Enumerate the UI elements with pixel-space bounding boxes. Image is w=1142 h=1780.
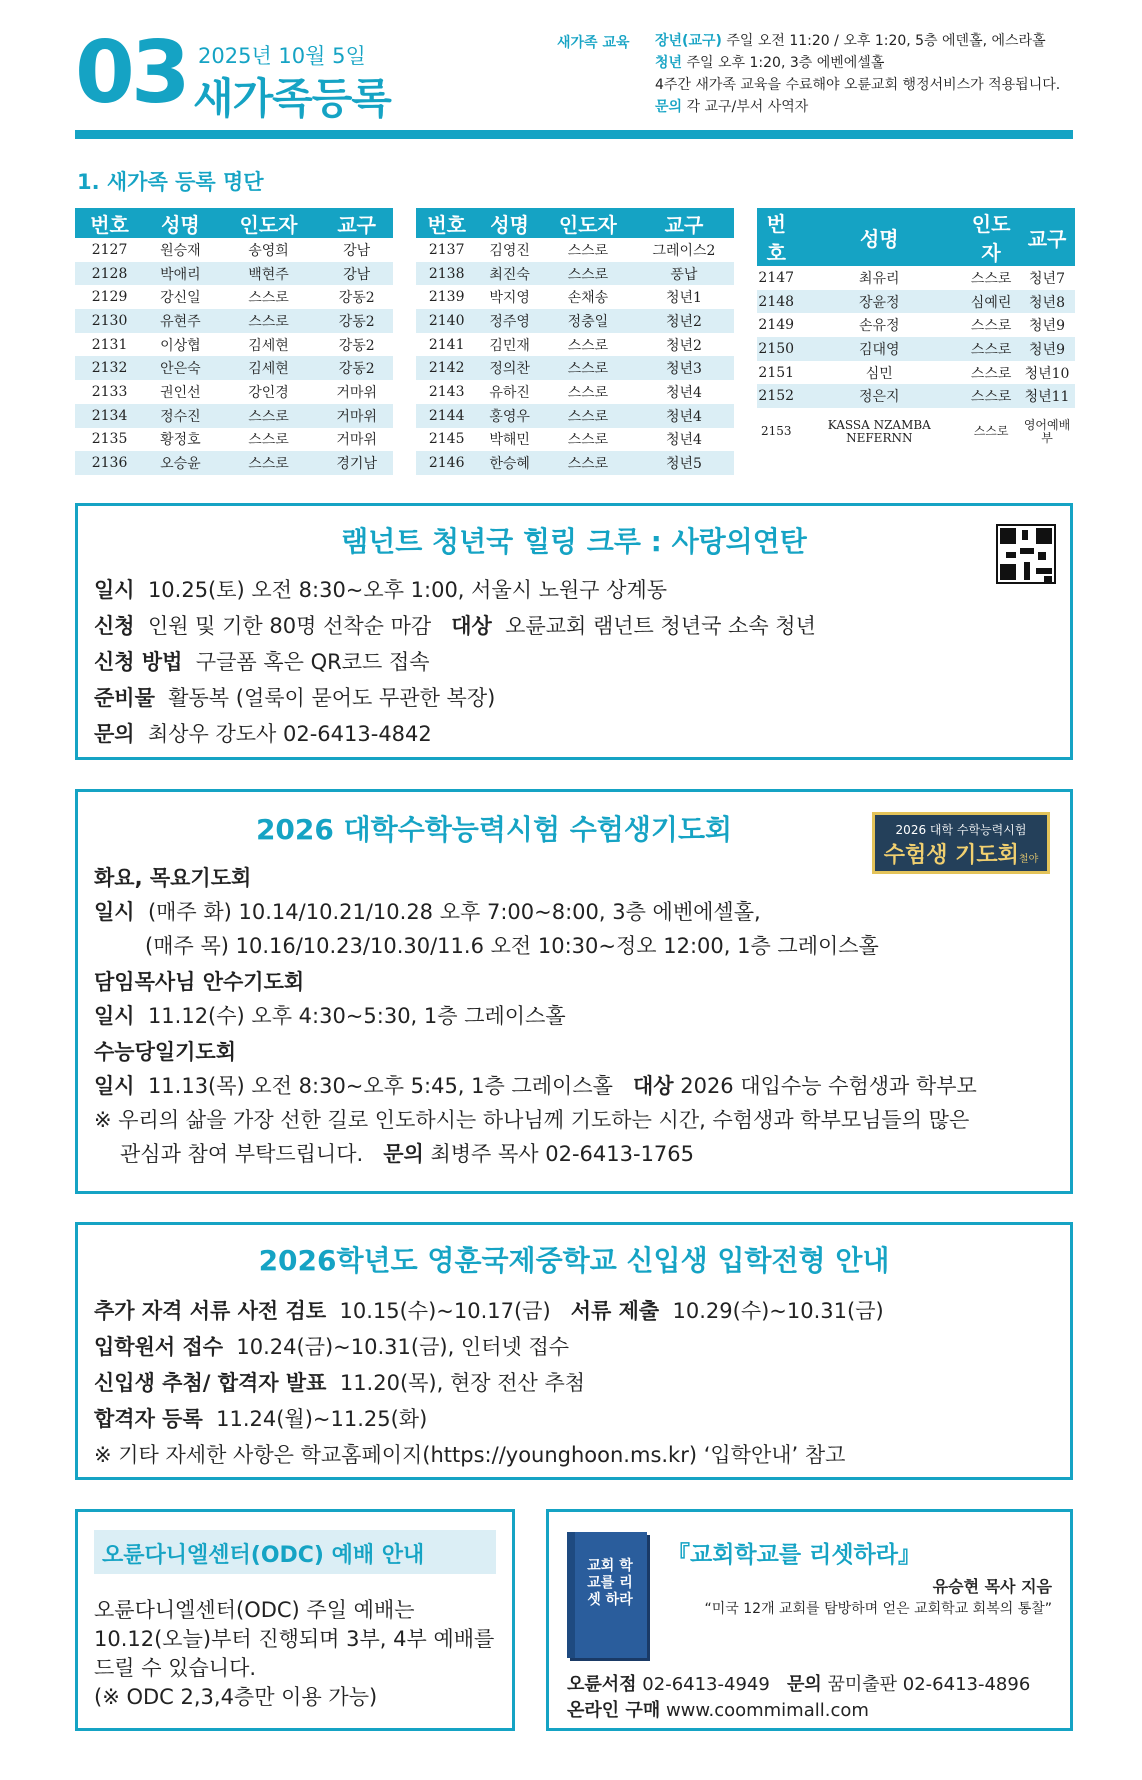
table-row	[416, 238, 734, 262]
table-cell: 강남	[320, 262, 393, 286]
table-cell: 2129	[91, 289, 128, 306]
table-header-cell: 인도자	[217, 208, 321, 238]
table-cell: KASSA NZAMBA NEFERNN	[827, 417, 931, 445]
table-cell: 안은숙	[144, 356, 217, 380]
table-cell: 2130	[75, 309, 144, 333]
table-cell: 2131	[91, 336, 128, 353]
book-author: 유승현 목사 지음	[932, 1577, 1052, 1596]
table-cell: 김민재	[489, 337, 530, 354]
table-cell: 박애리	[144, 262, 217, 286]
exam-date-text-3: 11.13(목) 오전 8:30~오후 5:45, 1층 그레이스홀	[147, 1074, 613, 1098]
healing-apply-label: 신청	[94, 614, 135, 638]
table-header-cell: 번호	[75, 208, 144, 238]
table-cell: 2148	[757, 290, 795, 314]
table-row	[75, 285, 393, 309]
registration-table-1	[75, 208, 393, 475]
exam-target-text: 2026 대입수능 수험생과 학부모	[680, 1074, 977, 1098]
edu-adult-text: 주일 오전 11:20 / 오후 1:20, 5층 에덴홀, 에스라홀	[721, 33, 1046, 49]
table-row	[75, 356, 393, 380]
badge-main-text: 수험생 기도회	[883, 843, 1019, 868]
table-cell: 2128	[75, 262, 144, 286]
table-cell: 2142	[416, 356, 477, 380]
exam-date-line-2	[94, 1000, 566, 1030]
table-cell: 2143	[428, 383, 465, 400]
school-register-label: 합격자 등록	[94, 1407, 203, 1431]
table-cell: 청년2	[634, 309, 734, 333]
table-cell: 황정호	[160, 432, 201, 449]
school-lottery-label: 신입생 추첨/ 합격자 발표	[94, 1371, 327, 1395]
table-cell: 스스로	[542, 356, 634, 380]
exam-note-2-text: 관심과 참여 부탁드립니다.	[120, 1142, 364, 1166]
table-cell: 강동2	[320, 356, 393, 380]
table-cell: 2153	[760, 424, 792, 439]
table-cell: 손채송	[567, 290, 609, 307]
table-cell: 2140	[416, 309, 477, 333]
exam-contact-text: 최병주 목사 02-6413-1765	[430, 1142, 695, 1166]
school-apply-text: 10.24(금)~10.31(금), 인터넷 접수	[236, 1335, 570, 1359]
healing-method-label: 신청 방법	[94, 650, 183, 674]
table-cell: 청년5	[634, 451, 734, 475]
edu-youth-text: 주일 오후 1:20, 3층 에벤에셀홀	[682, 55, 885, 71]
book-contact-line	[567, 1670, 1030, 1696]
exam-title: 2026 대학수학능력시험 수험생기도회	[255, 813, 733, 846]
edu-note: 4주간 새가족 교육을 수료해야 오륜교회 행정서비스가 적용됩니다.	[655, 77, 1061, 93]
healing-method-line	[94, 646, 430, 676]
table-cell: 청년8	[1019, 290, 1075, 314]
table-row	[757, 384, 1075, 408]
table-cell: 스스로	[217, 309, 321, 333]
table-cell: 2138	[416, 262, 477, 286]
table-cell: 청년4	[634, 404, 734, 428]
healing-apply-text: 인원 및 기한 80명 선착순 마감	[147, 614, 432, 638]
table-cell: 권인선	[160, 384, 201, 401]
table-cell: 2144	[416, 404, 477, 428]
table-cell: 스스로	[973, 424, 1009, 439]
table-cell: 최진숙	[477, 262, 541, 286]
book-spine	[567, 1532, 575, 1658]
table-cell: 스스로	[567, 242, 609, 259]
table-cell: 스스로	[970, 365, 1012, 382]
table-cell: 김대영	[795, 337, 963, 361]
exam-prayer-badge	[872, 812, 1050, 874]
table-header-cell: 성명	[795, 208, 963, 266]
edu-contact-text: 각 교구/부서 사역자	[682, 99, 809, 115]
table-cell: 박해민	[489, 432, 530, 449]
table-cell: 백현주	[217, 262, 321, 286]
healing-title: 램넌트 청년국 힐링 크루 : 사랑의연탄	[341, 525, 807, 558]
book-contact-text: 꿈미출판 02-6413-4896	[827, 1674, 1031, 1695]
table-cell: 스스로	[542, 451, 634, 475]
table-cell: 거마위	[336, 432, 377, 449]
table-row	[416, 309, 734, 333]
odc-line-2: 10.12(오늘)부터 진행되며 3부, 4부 예배를	[94, 1627, 495, 1651]
table-cell: 스스로	[567, 432, 609, 449]
table-cell: 스스로	[970, 270, 1012, 287]
exam-note-1: ※ 우리의 삶을 가장 선한 길로 인도하시는 하나님께 기도하는 시간, 수험생과 학부모님들의 많은	[94, 1108, 970, 1132]
page-header	[75, 23, 1073, 132]
table-cell: 스스로	[963, 384, 1019, 408]
online-purchase-url[interactable]: www.coommimall.com	[665, 1700, 869, 1721]
table-cell: 이상협	[160, 337, 201, 354]
table-cell: 강동2	[338, 337, 375, 354]
edu-youth-label: 청년	[655, 55, 683, 71]
page-title: 새가족등록	[193, 74, 391, 123]
qr-code[interactable]	[996, 524, 1056, 584]
book-contact-label: 문의	[786, 1674, 822, 1695]
healing-date-line	[94, 574, 667, 604]
school-note: ※ 기타 자세한 사항은 학교홈페이지(https://younghoon.ms.kr) ‘입학안내’ 참고	[94, 1443, 846, 1467]
odc-body	[94, 1596, 494, 1712]
table-cell: 정주영	[477, 309, 541, 333]
registration-table-3	[757, 208, 1075, 455]
book-cover-image	[567, 1532, 647, 1658]
table-row	[757, 313, 1075, 337]
table-cell: 청년9	[1029, 318, 1065, 335]
healing-contact-label: 문의	[94, 722, 135, 746]
header-date: 2025년 10월 5일	[198, 44, 366, 68]
table-cell: 거마위	[320, 404, 393, 428]
table-cell: 스스로	[963, 337, 1019, 361]
table-row	[757, 408, 1075, 455]
table-cell: 스스로	[248, 432, 289, 449]
table-cell: 강남	[343, 242, 371, 259]
table-cell: 정충일	[542, 309, 634, 333]
table-row	[416, 428, 734, 452]
exam-date-label-2: 일시	[94, 1004, 135, 1028]
table-row	[75, 380, 393, 404]
table-cell: 스스로	[567, 337, 609, 354]
education-info	[655, 30, 1060, 118]
table-header-cell: 인도자	[542, 208, 634, 238]
table-cell: 송영희	[248, 242, 289, 259]
table-cell: 경기남	[320, 451, 393, 475]
exam-date-label-3: 일시	[94, 1074, 135, 1098]
online-purchase-label: 온라인 구매	[567, 1700, 661, 1721]
healing-target-label: 대상	[451, 614, 492, 638]
table-cell: 2147	[758, 269, 795, 286]
table-cell: 영어예배부	[1023, 417, 1071, 445]
table-cell: 정의찬	[477, 356, 541, 380]
table-header-cell: 성명	[477, 208, 541, 238]
healing-crew-box	[75, 503, 1073, 760]
table-cell: 청년3	[634, 356, 734, 380]
table-cell: 스스로	[970, 318, 1012, 335]
table-row	[75, 333, 393, 357]
table-cell: 오승윤	[144, 451, 217, 475]
book-online-line	[567, 1696, 869, 1722]
table-cell: 2151	[758, 364, 795, 381]
table-cell: 강동2	[338, 290, 375, 307]
table-header-cell: 교구	[634, 208, 734, 238]
table-cell: 2141	[428, 336, 465, 353]
book-title: 『교회학교를 리셋하라』	[667, 1542, 921, 1568]
registration-table-2	[416, 208, 734, 475]
bookstore-label: 오륜서점	[567, 1674, 637, 1695]
table-row	[416, 285, 734, 309]
table-cell: 2149	[758, 317, 795, 334]
school-lottery-text: 11.20(목), 현장 전산 추첨	[339, 1371, 586, 1395]
table-header-cell: 교구	[320, 208, 393, 238]
table-cell: 강신일	[160, 290, 201, 307]
table-row	[75, 451, 393, 475]
school-apply-label: 입학원서 접수	[94, 1335, 224, 1359]
school-review-label: 추가 자격 서류 사전 검토	[94, 1299, 327, 1323]
table-cell: 박지영	[489, 290, 530, 307]
table-cell: 청년4	[665, 384, 702, 401]
table-cell: 스스로	[542, 404, 634, 428]
table-row	[757, 266, 1075, 290]
table-row	[75, 404, 393, 428]
healing-prep-label: 준비물	[94, 686, 155, 710]
education-label: 새가족 교육	[557, 35, 630, 51]
odc-line-4: (※ ODC 2,3,4층만 이용 가능)	[94, 1685, 378, 1709]
odc-line-1: 오륜다니엘센터(ODC) 주일 예배는	[94, 1598, 415, 1622]
table-row	[416, 380, 734, 404]
exam-date-text-2: 11.12(수) 오후 4:30~5:30, 1층 그레이스홀	[147, 1004, 566, 1028]
table-row	[75, 238, 393, 262]
table-cell: 청년7	[1029, 270, 1065, 287]
bookstore-phone: 02-6413-4949	[642, 1674, 770, 1695]
table-row	[75, 428, 393, 452]
table-cell: 2135	[91, 431, 128, 448]
table-row	[416, 333, 734, 357]
healing-prep-text: 활동복 (얼룩이 묻어도 무관한 복장)	[168, 686, 496, 710]
table-cell: 강인경	[248, 384, 289, 401]
healing-date-text: 10.25(토) 오전 8:30~오후 1:00, 서울시 노원구 상계동	[147, 578, 668, 602]
table-row	[757, 337, 1075, 361]
book-box	[546, 1509, 1073, 1731]
table-cell: 2132	[75, 356, 144, 380]
table-row	[75, 262, 393, 286]
table-cell: 청년9	[1019, 337, 1075, 361]
exam-date-line-1	[94, 896, 761, 926]
table-header-cell: 교구	[1019, 208, 1075, 266]
exam-date-text-1b: (매주 목) 10.16/10.23/10.30/11.6 오전 10:30~정오 12:00, 1층 그레이스홀	[145, 934, 879, 958]
table-cell: 거마위	[336, 384, 377, 401]
table-header-cell: 인도자	[963, 208, 1019, 266]
school-title: 2026학년도 영훈국제중학교 신입생 입학전형 안내	[258, 1244, 890, 1277]
table-cell: 유현주	[144, 309, 217, 333]
healing-prep-line	[94, 682, 495, 712]
table-cell: 그레이스2	[652, 242, 716, 259]
table-cell: 2134	[75, 404, 144, 428]
table-cell: 2152	[757, 384, 795, 408]
table-cell: 스스로	[217, 451, 321, 475]
table-cell: 2133	[91, 383, 128, 400]
table-cell: 풍납	[634, 262, 734, 286]
table-header-cell: 번호	[416, 208, 477, 238]
exam-contact-label: 문의	[383, 1142, 424, 1166]
exam-date-text-1: (매주 화) 10.14/10.21/10.28 오후 7:00~8:00, 3층 에벤에셀홀,	[147, 900, 761, 924]
exam-date-label-1: 일시	[94, 900, 135, 924]
school-line-4	[94, 1403, 427, 1433]
school-line-3	[94, 1367, 585, 1397]
table-cell: 2139	[428, 289, 465, 306]
table-cell: 청년1	[665, 290, 702, 307]
table-cell: 청년10	[1024, 365, 1070, 382]
table-cell: 2136	[75, 451, 144, 475]
healing-target-text: 오륜교회 램넌트 청년국 소속 청년	[505, 614, 816, 638]
table-cell: 원승재	[160, 242, 201, 259]
odc-box	[75, 1509, 515, 1731]
table-cell: 청년4	[665, 432, 702, 449]
table-cell: 청년2	[665, 337, 702, 354]
table-cell: 2150	[757, 337, 795, 361]
table-cell: 김세현	[217, 356, 321, 380]
school-admission-box	[75, 1222, 1073, 1480]
school-review-text: 10.15(수)~10.17(금)	[339, 1299, 551, 1323]
table-cell: 김세현	[248, 337, 289, 354]
table-cell: 스스로	[542, 262, 634, 286]
table-cell: 2137	[428, 241, 465, 258]
registration-title: 1. 새가족 등록 명단	[77, 170, 264, 194]
badge-small-text: 2026 대학 수학능력시험	[895, 823, 1027, 837]
exam-heading-1	[94, 862, 251, 892]
healing-apply-line	[94, 610, 816, 640]
book-subtitle: “미국 12개 교회를 탐방하며 얻은 교회학교 회복의 통찰”	[704, 1601, 1052, 1617]
section-number: 03	[75, 23, 187, 123]
book-cover-text: 교회 학교를 리셋 하라	[587, 1558, 633, 1608]
table-cell: 한승혜	[477, 451, 541, 475]
healing-method-text: 구글폼 혹은 QR코드 접속	[195, 650, 430, 674]
table-cell: 유하진	[489, 384, 530, 401]
table-cell: 2145	[428, 431, 465, 448]
school-line-1	[94, 1295, 884, 1325]
school-submit-label: 서류 제출	[570, 1299, 660, 1323]
school-register-text: 11.24(월)~11.25(화)	[216, 1407, 428, 1431]
exam-date-line-3	[94, 1070, 977, 1100]
exam-heading-3	[94, 1036, 236, 1066]
table-cell: 심민	[865, 365, 893, 382]
table-header-cell: 번호	[757, 208, 795, 266]
odc-title: 오륜다니엘센터(ODC) 예배 안내	[94, 1530, 496, 1574]
table-row	[757, 361, 1075, 385]
healing-contact-line	[94, 718, 432, 748]
exam-heading-2-text: 담임목사님 안수기도회	[94, 970, 305, 994]
table-cell: 손유정	[859, 318, 900, 335]
table-cell: 정은지	[795, 384, 963, 408]
table-cell: 장윤정	[795, 290, 963, 314]
table-cell: 김영진	[489, 242, 530, 259]
edu-contact-label: 문의	[655, 99, 683, 115]
healing-contact-text: 최상우 강도사 02-6413-4842	[147, 722, 432, 746]
table-cell: 최유리	[859, 270, 900, 287]
table-row	[416, 404, 734, 428]
table-cell: 강동2	[320, 309, 393, 333]
school-line-2	[94, 1331, 569, 1361]
table-cell: 스스로	[217, 404, 321, 428]
table-cell: 2127	[91, 241, 128, 258]
badge-tag-text: 철야	[1018, 854, 1039, 865]
table-row	[416, 262, 734, 286]
header-divider	[75, 130, 1073, 139]
exam-heading-2	[94, 966, 304, 996]
healing-date-label: 일시	[94, 578, 135, 602]
table-cell: 2146	[416, 451, 477, 475]
table-header-cell: 성명	[144, 208, 217, 238]
table-cell: 정수진	[144, 404, 217, 428]
exam-heading-1-text: 화요, 목요기도회	[94, 866, 252, 890]
exam-note-2	[120, 1138, 694, 1168]
table-cell: 심예린	[963, 290, 1019, 314]
exam-prayer-box	[75, 789, 1073, 1194]
table-cell: 청년11	[1019, 384, 1075, 408]
exam-heading-3-text: 수능당일기도회	[94, 1040, 237, 1064]
odc-line-3: 드릴 수 있습니다.	[94, 1656, 257, 1680]
table-row	[75, 309, 393, 333]
table-row	[416, 356, 734, 380]
table-row	[416, 451, 734, 475]
edu-adult-label: 장년(교구)	[655, 33, 722, 49]
table-cell: 스스로	[248, 290, 289, 307]
table-cell: 스스로	[567, 384, 609, 401]
exam-target-label: 대상	[632, 1074, 674, 1098]
school-submit-text: 10.29(수)~10.31(금)	[672, 1299, 884, 1323]
table-cell: 홍영우	[477, 404, 541, 428]
table-row	[757, 290, 1075, 314]
